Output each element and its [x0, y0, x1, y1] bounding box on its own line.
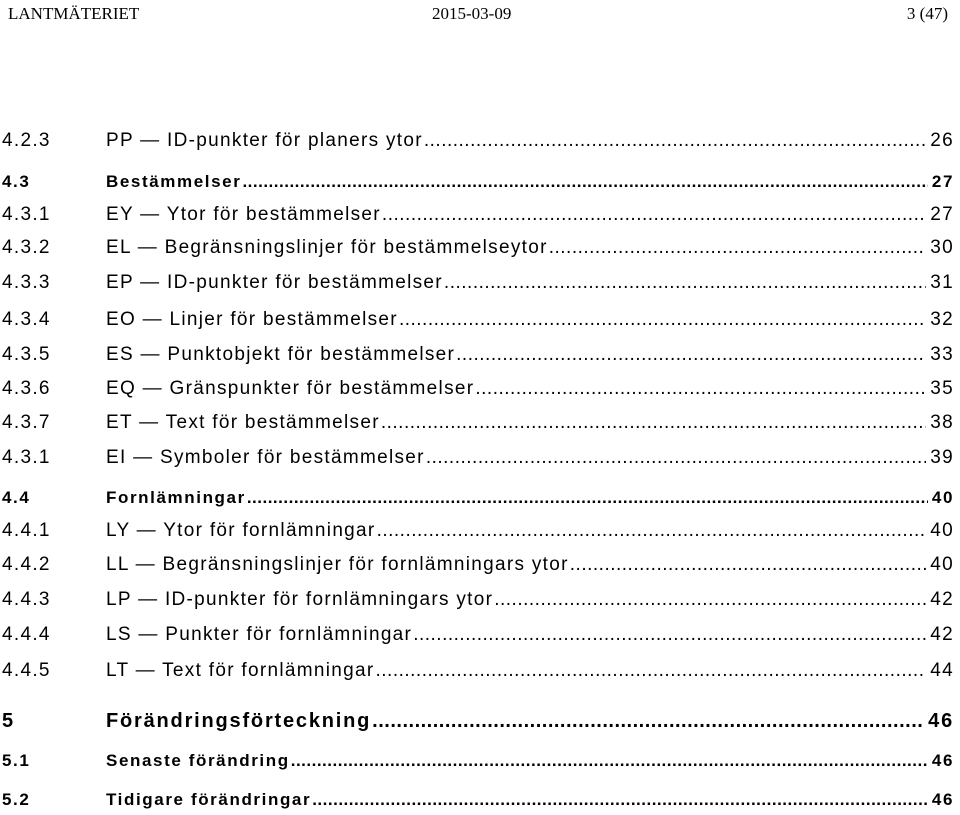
toc-entry[interactable]	[0, 443, 960, 473]
toc-entry-leader	[570, 550, 927, 580]
toc-entry[interactable]	[0, 620, 960, 650]
toc-entry-leader	[312, 785, 928, 815]
toc-entry-title: LS — Punkter för fornlämningar	[106, 624, 413, 645]
toc-entry-line	[106, 483, 954, 513]
toc-entry-leader	[247, 483, 928, 513]
toc-entry-number: 4.3.6	[2, 378, 51, 399]
toc-entry-title: Fornlämningar	[106, 488, 246, 507]
toc-entry[interactable]	[0, 268, 960, 298]
toc-entry[interactable]	[0, 516, 960, 546]
toc-entry-leader	[375, 656, 926, 686]
toc-entry-page: 26	[930, 130, 954, 151]
toc-entry-number: 4.3.4	[2, 309, 51, 330]
toc-entry-line	[106, 268, 954, 298]
toc-entry-page: 46	[931, 790, 954, 809]
toc-entry-leader	[242, 167, 927, 197]
toc-entry[interactable]	[0, 374, 960, 404]
toc-entry-title: EO — Linjer för bestämmelser	[106, 309, 398, 330]
toc-entry-page: 33	[930, 344, 954, 365]
toc-entry-page: 46	[931, 751, 954, 770]
toc-entry-title: EL — Begränsningslinjer för bestämmelseytor	[106, 237, 548, 258]
toc-entry-number: 4.4.4	[2, 624, 51, 645]
toc-entry-title: LY — Ytor för fornlämningar	[106, 520, 376, 541]
toc-entry-line	[106, 408, 954, 438]
toc-entry-number: 4.3.1	[2, 447, 51, 468]
document-date: 2015-03-09	[432, 4, 512, 23]
toc-entry-page: 40	[931, 488, 954, 507]
page-number: 3 (47)	[906, 4, 948, 23]
toc-entry[interactable]	[0, 483, 960, 513]
toc-entry-line	[106, 706, 954, 736]
toc-entry-number: 4.3.2	[2, 237, 51, 258]
toc-entry[interactable]	[0, 167, 960, 197]
toc-entry-number: 4.4.5	[2, 660, 51, 681]
toc-entry-leader	[291, 746, 928, 776]
toc-entry-number: 4.4.3	[2, 589, 51, 610]
toc-entry-number: 4.2.3	[2, 130, 51, 151]
toc-entry-leader	[413, 620, 926, 650]
toc-entry-leader	[444, 268, 926, 298]
toc-entry-page: 42	[930, 589, 954, 610]
toc-entry-number: 4.4.2	[2, 554, 51, 575]
toc-entry-leader	[475, 374, 926, 404]
toc-entry-title: PP — ID-punkter för planers ytor	[106, 130, 423, 151]
toc-entry[interactable]	[0, 585, 960, 615]
toc-entry[interactable]	[0, 126, 960, 156]
toc-entry-page: 32	[930, 309, 954, 330]
toc-entry-leader	[377, 516, 927, 546]
toc-entry-line	[106, 200, 954, 230]
toc-entry-leader	[426, 443, 926, 473]
toc-entry-line	[106, 550, 954, 580]
toc-entry-number: 4.3.5	[2, 344, 51, 365]
toc-entry-leader	[424, 126, 926, 156]
toc-entry[interactable]	[0, 656, 960, 686]
toc-entry-title: Bestämmelser	[106, 172, 242, 191]
toc-entry-title: EY — Ytor för bestämmelser	[106, 204, 381, 225]
toc-entry-leader	[372, 706, 924, 736]
toc-entry-title: EI — Symboler för bestämmelser	[106, 447, 425, 468]
toc-entry-page: 39	[930, 447, 954, 468]
toc-entry-line	[106, 656, 954, 686]
toc-entry-number: 4.3	[2, 172, 31, 191]
toc-entry-leader	[399, 305, 926, 335]
toc-entry-number: 5.2	[2, 790, 31, 809]
toc-entry-leader	[381, 408, 926, 438]
toc-entry-page: 40	[930, 554, 954, 575]
toc-entry-page: 35	[930, 378, 954, 399]
toc-entry-line	[106, 443, 954, 473]
toc-entry-number: 4.4	[2, 488, 31, 507]
toc-entry[interactable]	[0, 706, 960, 736]
toc-entry-line	[106, 746, 954, 776]
toc-entry-line	[106, 233, 954, 263]
toc-entry-page: 30	[930, 237, 954, 258]
page-header	[0, 4, 960, 28]
toc-entry[interactable]	[0, 550, 960, 580]
toc-entry-line	[106, 585, 954, 615]
toc-entry-title: ET — Text för bestämmelser	[106, 412, 380, 433]
toc-entry-line	[106, 167, 954, 197]
toc-entry-title: LT — Text för fornlämningar	[106, 660, 375, 681]
toc-entry-number: 4.4.1	[2, 520, 51, 541]
toc-entry-number: 5	[2, 710, 15, 732]
toc-entry-leader	[456, 340, 926, 370]
toc-entry[interactable]	[0, 233, 960, 263]
toc-entry-title: Tidigare förändringar	[106, 790, 312, 809]
toc-entry-line	[106, 785, 954, 815]
toc-entry[interactable]	[0, 746, 960, 776]
toc-entry[interactable]	[0, 340, 960, 370]
toc-entry-leader	[382, 200, 926, 230]
toc-entry-page: 44	[930, 660, 954, 681]
toc-entry-page: 31	[930, 272, 954, 293]
toc-entry-title: EP — ID-punkter för bestämmelser	[106, 272, 443, 293]
toc-entry-title: ES — Punktobjekt för bestämmelser	[106, 344, 456, 365]
toc-entry-number: 4.3.7	[2, 412, 51, 433]
toc-entry-line	[106, 305, 954, 335]
toc-entry-page: 27	[930, 204, 954, 225]
toc-entry-leader	[494, 585, 926, 615]
toc-entry-line	[106, 620, 954, 650]
toc-entry-number: 4.3.1	[2, 204, 51, 225]
toc-entry-line	[106, 126, 954, 156]
toc-entry[interactable]	[0, 200, 960, 230]
toc-entry-title: LP — ID-punkter för fornlämningars ytor	[106, 589, 494, 610]
toc-entry-page: 42	[930, 624, 954, 645]
toc-entry-title: LL — Begränsningslinjer för fornlämningars ytor	[106, 554, 569, 575]
toc-entry-line	[106, 516, 954, 546]
toc-entry-title: Förändringsförteckning	[106, 710, 372, 732]
toc-entry-number: 4.3.3	[2, 272, 51, 293]
toc-entry-title: Senaste förändring	[106, 751, 290, 770]
toc-entry[interactable]	[0, 408, 960, 438]
toc-entry-title: EQ — Gränspunkter för bestämmelser	[106, 378, 475, 399]
toc-entry[interactable]	[0, 305, 960, 335]
toc-entry[interactable]	[0, 785, 960, 815]
toc-entry-line	[106, 340, 954, 370]
toc-entry-line	[106, 374, 954, 404]
toc-entry-leader	[549, 233, 927, 263]
toc-entry-number: 5.1	[2, 751, 31, 770]
organization-name: LANTMÄTERIET	[8, 4, 140, 23]
toc-entry-page: 40	[930, 520, 954, 541]
toc-entry-page: 27	[931, 172, 954, 191]
toc-entry-page: 46	[928, 710, 954, 732]
toc-entry-page: 38	[930, 412, 954, 433]
